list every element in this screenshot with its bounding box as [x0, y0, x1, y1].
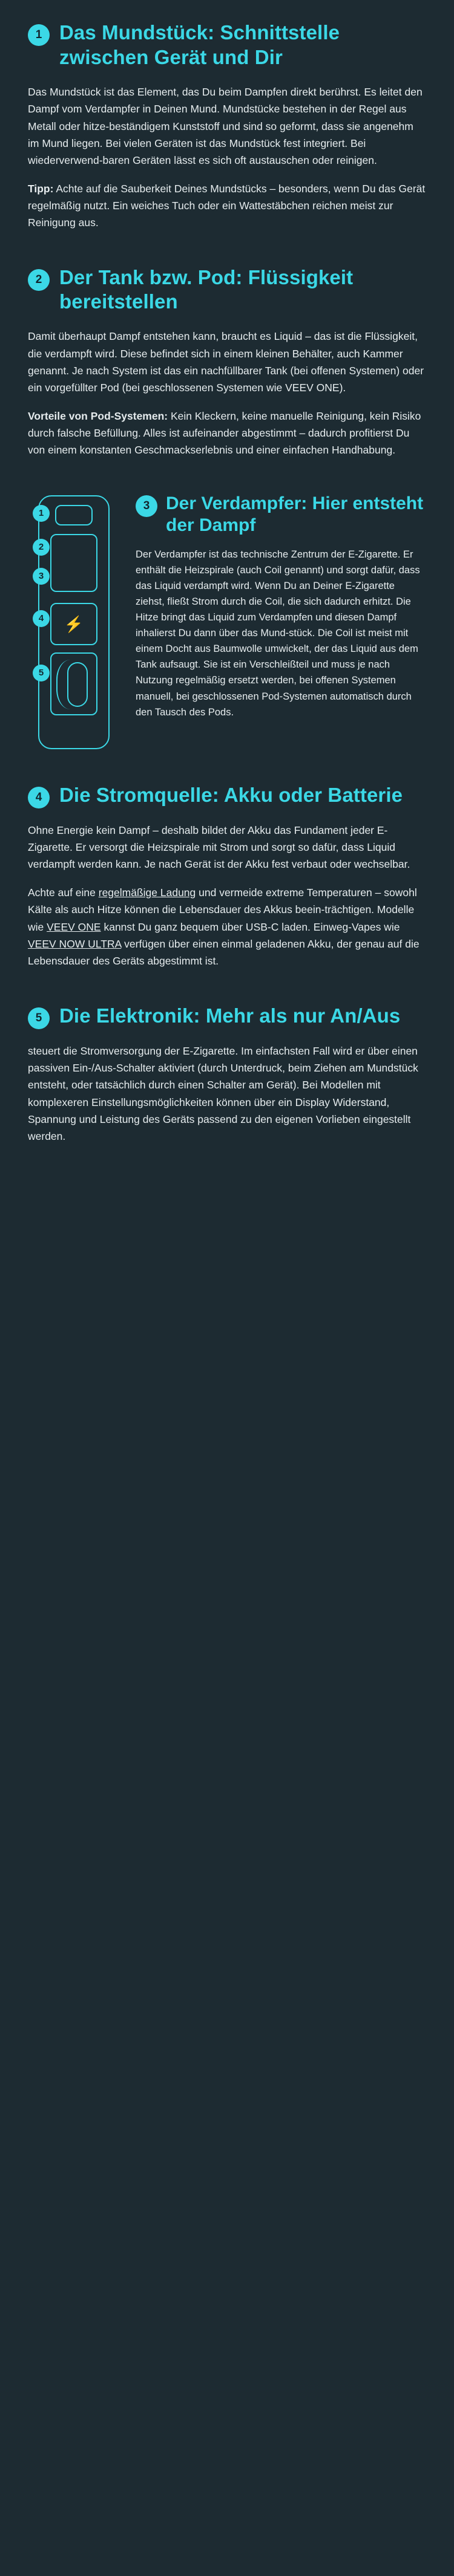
rich-pre: Achte auf eine	[28, 886, 99, 899]
section-2-title: Der Tank bzw. Pod: Flüssigkeit bereitstellen	[59, 265, 354, 313]
section-1-paragraph: Das Mundstück ist das Element, das Du beim Dampfen direkt berührst. Es leitet den Dampf vom Verdampfer in Deinen Mund. Mundstücke bestehen in der Regel aus Metall oder hitze-beständigem Kunststoff und sind so geformt, dass sie angenehm im Mund liegen. Bei vielen Geräten ist das Mundstück fest integriert. Bei wiederverwend-baren Geräten lässt es sich oft austauschen oder reinigen.	[28, 85, 423, 167]
mouthpiece-shape	[55, 505, 93, 525]
section-2-tip-label: Vorteile von Pod-Systemen:	[28, 409, 168, 422]
section-verdampfer	[28, 493, 426, 749]
section-2-tip-text: Kein Kleckern, keine manuelle Reinigung, kein Risiko durch falsche Befüllung. Alles ist aufeinander abgestimmt – dadurch profitierst Du von einem konstanten Geschmackserlebnis und einer einfachen Handhabung.	[28, 409, 421, 457]
section-3-header	[136, 493, 426, 537]
bolt-icon: ⚡	[64, 614, 84, 633]
section-5-paragraph: steuert die Stromversorgung der E-Zigarette. Im einfachsten Fall wird er über einen passiven Ein-/Aus-Schalter aktiviert (durch Unterdruck, beim Ziehen am Mundstück entsteht, oder tatsächlich durch einen Schalter am Gerät). Bei Modellen mit komplexeren Einstellungsmöglichkeiten können über ein Display Widerstand, Spannung und Leistung des Geräts passend zu den eigenen Vorlieben eingestellt werden.	[28, 1044, 418, 1143]
section-1-number-badge: 1	[28, 24, 50, 46]
link-veev-now-ultra[interactable]: VEEV NOW ULTRA	[28, 937, 122, 950]
section-3-title: Der Verdampfer: Hier entsteht der Dampf	[166, 493, 424, 536]
section-4-paragraph: Ohne Energie kein Dampf – deshalb bildet der Akku das Fundament jeder E-Zigarette. Er versorgt die Heizspirale mit Strom und sorgt so dafür, dass Liquid verdampft werden kann. Je nach Gerät ist der Akku fest verbaut oder wechselbar.	[28, 824, 410, 871]
section-2-paragraph: Damit überhaupt Dampf entstehen kann, braucht es Liquid – das ist die Flüssigkeit, die verdampft wird. Diese befindet sich in einem kleinen Behälter, auch Kammer genannt. Je nach System ist das ein nachfüllbarer Tank (bei offenen Systemen) oder ein vorgefüllter Pod (bei geschlossenen Systemen wie VEEV ONE).	[28, 330, 424, 394]
tank-shape	[50, 534, 97, 592]
device-marker-1: 1	[33, 505, 50, 522]
section-1-tip-label: Tipp:	[28, 182, 54, 195]
battery-shape	[50, 652, 97, 715]
battery-coil-icon	[56, 660, 91, 709]
section-5-title: Die Elektronik: Mehr als nur An/Aus	[59, 1004, 401, 1027]
link-veev-one[interactable]: VEEV ONE	[47, 920, 101, 933]
section-2-number-badge: 2	[28, 269, 50, 291]
device-marker-2: 2	[33, 539, 50, 556]
rich-post: verfügen über einen einmal geladenen Akku, der genau auf die Lebensdauer des Geräts abgestimmt ist.	[28, 937, 419, 968]
section-elektronik	[28, 1004, 426, 1145]
section-mundstueck	[28, 21, 426, 232]
section-4-paragraph-rich	[28, 884, 426, 970]
rich-mid-2: kannst Du ganz bequem über USB-C laden. Einweg-Vapes wie	[100, 920, 400, 933]
device-marker-5: 5	[33, 665, 50, 681]
device-diagram	[28, 493, 120, 749]
device-marker-3: 3	[33, 568, 50, 585]
section-1-tip	[28, 180, 426, 232]
section-3-number-badge: 3	[136, 495, 157, 517]
section-1-title: Das Mundstück: Schnittstelle zwischen Gerät und Dir	[59, 21, 340, 68]
section-1-header	[28, 21, 426, 70]
section-stromquelle	[28, 783, 426, 970]
device-illustration	[38, 495, 110, 749]
section-4-title: Die Stromquelle: Akku oder Batterie	[59, 783, 403, 806]
coil-shape	[50, 603, 97, 645]
figure-text-column	[136, 493, 426, 720]
section-2-tip	[28, 408, 426, 459]
section-1-tip-text: Achte auf die Sauberkeit Deines Mundstücks – besonders, wenn Du das Gerät regelmäßig nutzt. Ein weiches Tuch oder ein Wattestäbchen reichen meist zur Reinigung aus.	[28, 182, 426, 229]
section-5-number-badge: 5	[28, 1007, 50, 1029]
section-3-paragraph: Der Verdampfer ist das technische Zentrum der E-Zigarette. Er enthält die Heizspirale (auch Coil genannt) und sorgt dafür, dass das Liquid verdampft wird. Wenn Du an Deiner E-Zigarette ziehst, fließt Strom durch die Coil, die sich dadurch erhitzt. Die Hitze bringt das Liquid zum Verdampfen und diesen Dampf inhalierst Du dann über das Mund-stück. Die Coil ist meist mit einem Docht aus Baumwolle umwickelt, der das Liquid aus dem Tank aufsaugt. Sie ist ein Verschleißteil und muss je nach Nutzung regelmäßig ersetzt werden, bei offenen Systemen manuell, bei geschlossenen Pod-Systemen automatisch durch den Tausch des Pods.	[136, 548, 420, 718]
link-regelmaessige-ladung[interactable]: regelmäßige Ladung	[98, 886, 196, 899]
section-5-header	[28, 1004, 426, 1029]
section-2-header	[28, 265, 426, 315]
figure-row	[28, 493, 426, 749]
section-4-header	[28, 783, 426, 808]
section-tank-pod	[28, 265, 426, 459]
section-4-number-badge: 4	[28, 787, 50, 808]
rich-mid-1: und vermeide extreme Temperaturen – sowohl Kälte als auch Hitze können die Lebensdauer des Akkus beein-trächtigen. Modelle wie	[28, 886, 417, 933]
device-marker-4: 4	[33, 610, 50, 627]
